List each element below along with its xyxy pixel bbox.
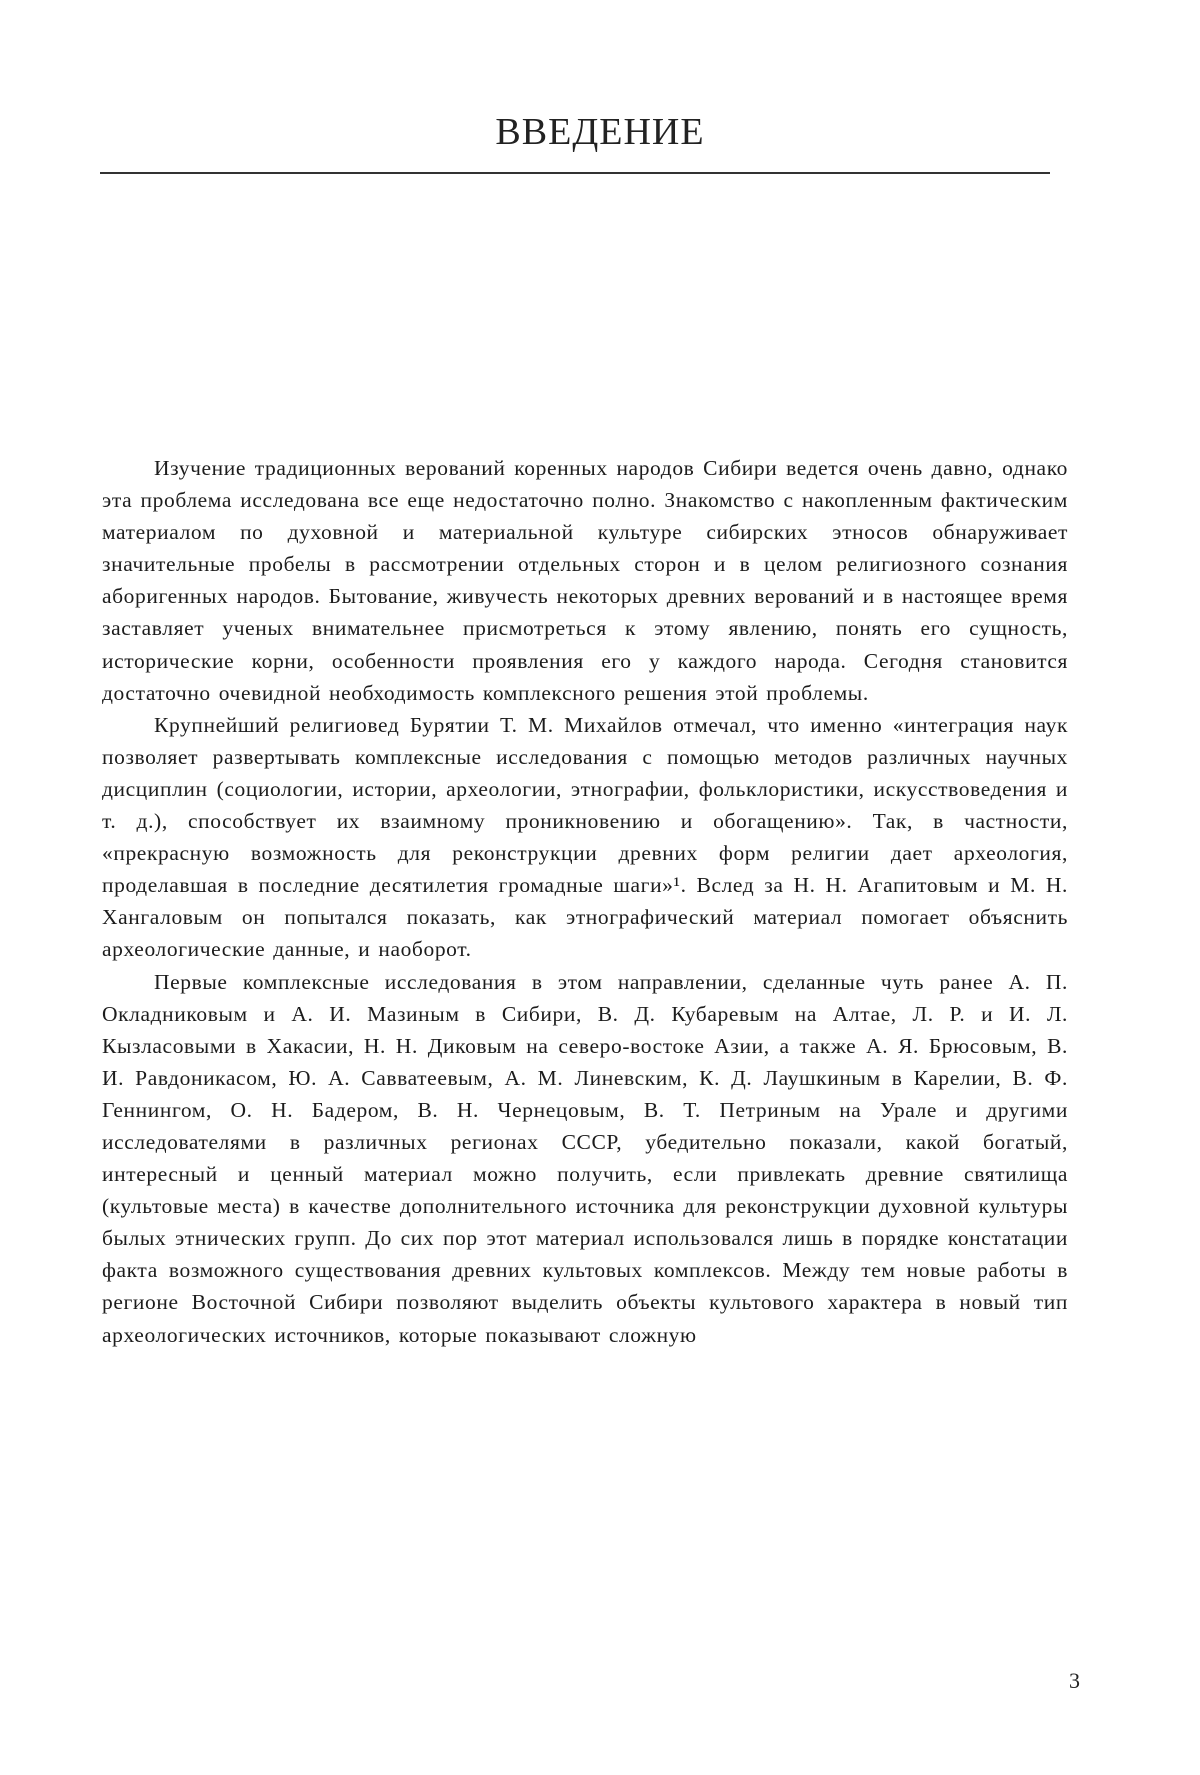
chapter-title: ВВЕДЕНИЕ [495, 111, 705, 153]
paragraph-3: Первые комплексные исследования в этом направлении, сделанные чуть ранее А. П. Окладниковым и А. И. Мазиным в Сибири, В. Д. Кубаревым на Алтае, Л. Р. и И. Л. Кызласовыми в Хакасии, Н. Н. Диковым на северо-востоке Азии, а также А. Я. Брюсовым, В. И. Равдоникасом, Ю. А. Савватеевым, А. М. Линевским, К. Д. Лаушкиным в Карелии, В. Ф. Геннингом, О. Н. Бадером, В. Н. Чернецовым, В. Т. Петриным на Урале и другими исследователями в различных регионах СССР, убедительно показали, какой богатый, интересный и ценный материал можно получить, если привлекать древние святилища (культовые места) в качестве дополнительного источника для реконструкции духовной культуры былых этнических групп. До сих пор этот материал использовался лишь в порядке констатации факта возможного существования древних культовых комплексов. Между тем новые работы в регионе Восточной Сибири позволяют выделить объекты культового характера в новый тип археологических источников, которые показывают сложную [102, 969, 1068, 1347]
title-underline-rule [100, 172, 1050, 174]
paragraph-2: Крупнейший религиовед Бурятии Т. М. Михайлов отмечал, что именно «интеграция наук позволяет развертывать комплексные исследования с помощью методов различных научных дисциплин (социологии, истории, археологии, этнографии, фольклористики, искусствоведения и т. д.), способствует их взаимному проникновению и обогащению». Так, в частности, «прекрасную возможность для реконструкции древних форм религии дает археология, проделавшая в последние десятилетия громадные шаги»¹. Вслед за Н. Н. Агапитовым и М. Н. Хангаловым он попытался показать, как этнографический материал помогает объяснить археологические данные, и наоборот. [102, 712, 1068, 962]
body-text [102, 452, 1068, 1351]
page-number: 3 [1069, 1668, 1080, 1693]
paragraph-1: Изучение традиционных верований коренных народов Сибири ведется очень давно, однако эта проблема исследована все еще недостаточно полно. Знакомство с накопленным фактическим материалом по духовной и материальной культуре сибирских этносов обнаруживает значительные пробелы в рассмотрении отдельных сторон и в целом религиозного сознания аборигенных народов. Бытование, живучесть некоторых древних верований и в настоящее время заставляет ученых внимательнее присмотреться к этому явлению, понять его сущность, исторические корни, особенности проявления его у каждого народа. Сегодня становится достаточно очевидной необходимость комплексного решения этой проблемы. [102, 456, 1068, 705]
